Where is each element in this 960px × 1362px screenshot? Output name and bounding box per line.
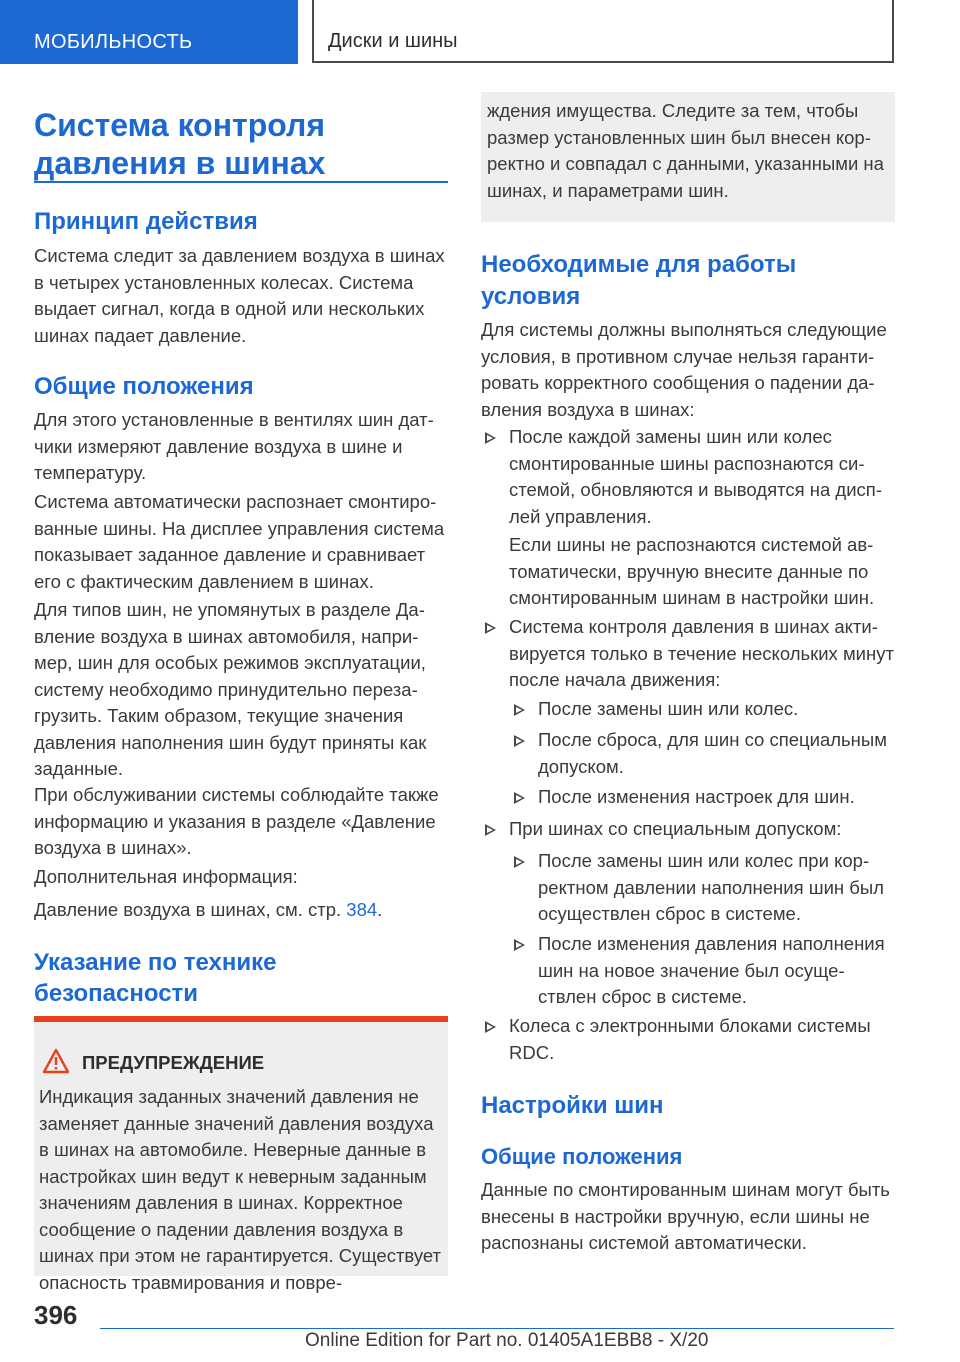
general-paragraph-2: Система автоматически распознает смонтированные шины. На дисплее управления система показывает заданное давление и сравнивает его с фактическим давлением в шинах. [34,491,445,592]
principle-text: Система следит за давлением воздуха в шинах в четырех установленных колесах. Система выдает сигнал, когда в одной или нескольких шинах падает давление. [34,245,445,346]
bullet-3-a: После замены шин или колес при корректном давлении наполнения шин был осуществлен сброс в системе. [538,850,884,924]
warning-text: Индикация заданных значений давления не заменяет данные значений давления воздуха в шинах на автомобиле. Неверные данные в настройках шин ведут к неверным заданным значениям давления в шинах. Корректное сообщение о падении давления воздуха в шинах при этом не гарантируется. Существует опасность травмирования и повре- [39,1086,442,1293]
bullet-2-a: После замены шин или колес. [538,698,799,719]
general-paragraph-3: Для типов шин, не упомянутых в разделе Давление воздуха в шинах автомобиля, например, шин для особых режимов эксплуатации, систему необходимо принудительно перезагрузить. Таким образом, текущие значения давления наполнения шин будут приняты как заданные. [34,599,427,779]
bullet-1: После каждой замены шин или колес смонтированные шины распознаются системой, обновляются и выводятся на дисплей управления. [509,426,882,527]
heading-tire-settings: Настройки шин [481,1092,664,1119]
chapter-tab [312,0,894,63]
sub-bullet-triangle-icon [514,735,525,747]
warning-triangle-icon [42,1048,70,1074]
sub-bullet-triangle-icon [514,939,525,951]
bullet-3: При шинах со специальным допуском: [509,818,842,839]
heading-safety-line2: безопасности [34,980,199,1007]
section-title: МОБИЛЬНОСТЬ [34,31,193,53]
general-paragraph-4: При обслуживании системы соблюдайте также информацию и указания в разделе «Давление воздуха в шинах». [34,784,439,858]
bullet-1-note: Если шины не распознаются системой автоматически, вручную внесите данные по смонтированным шинам в настройки шин. [509,534,875,608]
requirements-intro: Для системы должны выполняться следующие условия, в противном случае нельзя гарантировать корректного сообщения о падении давления воздуха в шинах: [481,319,887,420]
heading-settings-general: Общие положения [481,1144,683,1169]
warning-title: ПРЕДУПРЕЖДЕНИЕ [82,1052,265,1073]
warning-continued-text: ждения имущества. Следите за тем, чтобы размер установленных шин был внесен корректно и совпадал с данными, указанными на шинах, и параметрами шин. [487,100,884,201]
warning-box [34,1016,448,1293]
bullet-2: Система контроля давления в шинах активируется только в течение нескольких минут после начала движения: [509,616,894,690]
heading-safety-line1: Указание по технике [34,949,277,976]
sub-bullet-triangle-icon [514,856,525,868]
warning-box-continued [481,92,895,222]
title-rule [34,181,448,183]
general-paragraph-5: Дополнительная информация: [34,866,298,887]
footer-edition: Online Edition for Part no. 01405A1EBB8 - X/20 [305,1330,709,1351]
bullet-triangle-icon [485,1021,496,1033]
footer-rule [100,1328,894,1329]
section-tab [0,0,298,64]
bullet-3-b: После изменения давления наполнения шин на новое значение был осуществлен сброс в системе. [538,933,885,1007]
bullet-triangle-icon [485,432,496,444]
page-reference-link[interactable]: 384 [346,899,378,920]
sub-bullet-triangle-icon [514,704,525,716]
heading-principle: Принцип действия [34,208,258,235]
bullet-4: Колеса с электронными блоками системы RDC. [509,1015,871,1063]
page-title-line1: Система контроля [34,107,325,143]
reference-text: Давление воздуха в шинах, см. стр. [34,899,347,920]
bullet-2-b: После сброса, для шин со специальным допуском. [538,729,887,777]
heading-requirements-line2: условия [481,283,581,310]
general-paragraph-1: Для этого установленные в вентилях шин датчики измеряют давление воздуха в шине и температуру. [34,409,434,483]
reference-end: . [377,899,383,920]
general-paragraph-6 [34,897,448,924]
heading-general: Общие положения [34,373,254,400]
settings-text: Данные по смонтированным шинам могут быть внесены в настройки вручную, если шины не распознаны системой автоматически. [481,1179,890,1253]
chapter-title: Диски и шины [328,30,458,52]
bullet-triangle-icon [485,824,496,836]
bullet-2-c: После изменения настроек для шин. [538,786,855,807]
page-number: 396 [34,1300,78,1330]
bullet-triangle-icon [485,622,496,634]
page-title-line2: давления в шинах [34,145,326,181]
sub-bullet-triangle-icon [514,792,525,804]
heading-requirements-line1: Необходимые для работы [481,251,797,278]
